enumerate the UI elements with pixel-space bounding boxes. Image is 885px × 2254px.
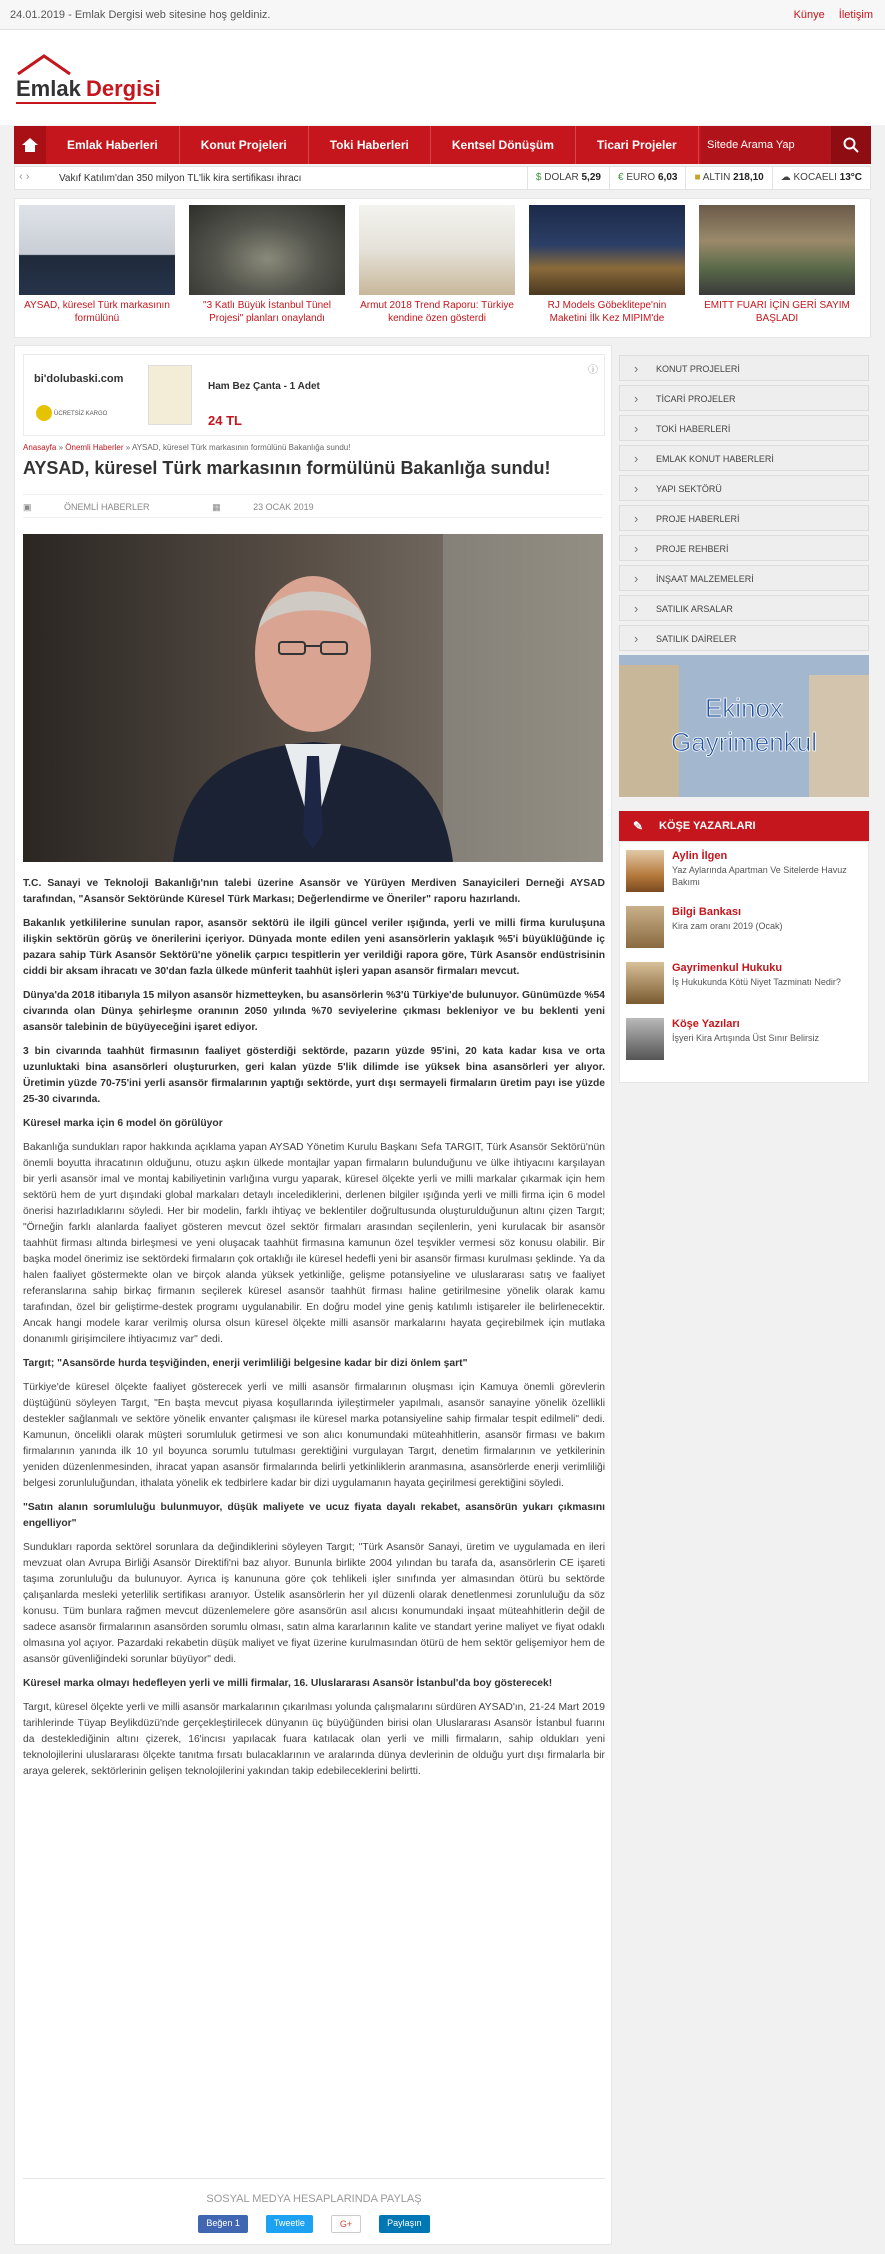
- paragraph: T.C. Sanayi ve Teknoloji Bakanlığı'nın talebi üzerine Asansör ve Yürüyen Merdiven Sanayicileri Derneği AYSAD tarafından, "Asansör Sektöründe Küresel Türk Markası; Değerlendirme ve Öneriler" raporu hazırlandı.: [23, 878, 605, 905]
- euro-icon: €: [617, 172, 624, 183]
- subheading: Küresel marka olmayı hedefleyen yerli ve milli firmalar, 16. Uluslararası Asansör İstanbul'da boy gösterecek!: [23, 1678, 553, 1689]
- info-icon[interactable]: ⓘ: [588, 365, 598, 376]
- breadcrumb-category[interactable]: Önemli Haberler: [65, 443, 124, 452]
- share-buttons: [23, 2215, 605, 2233]
- article-photo: [23, 534, 603, 862]
- sidebar-item-proje-rehberi[interactable]: › PROJE REHBERİ: [619, 535, 869, 561]
- top-links: [794, 9, 873, 21]
- article-body: [23, 876, 605, 1788]
- headline-cards: [14, 198, 871, 338]
- avatar[interactable]: [626, 962, 664, 1004]
- headline-card[interactable]: [699, 205, 855, 331]
- chevron-right-icon[interactable]: ›: [25, 171, 30, 183]
- linkedin-share-button[interactable]: Paylaşın: [379, 2215, 430, 2233]
- subheading: "Satın alanın sorumluluğu bulunmuyor, düşük maliyete ve ucuz fiyata dayalı rekabet, asansörün yukarı çıkmasını engelliyor": [23, 1502, 605, 1529]
- share-title: SOSYAL MEDYA HESAPLARINDA PAYLAŞ: [23, 2178, 605, 2205]
- article-container: [14, 345, 612, 2245]
- author-name[interactable]: Köşe Yazıları: [672, 1018, 740, 1030]
- logo-part2: Dergisi: [86, 76, 161, 101]
- iletisim-link[interactable]: İletişim: [838, 9, 873, 21]
- weather-kocaeli: ☁ KOCAELI 13°C: [772, 167, 870, 189]
- headline-card[interactable]: [529, 205, 685, 331]
- paragraph: 3 bin civarında taahhüt firmasının faaliyet gösterdiği sektörde, pazarın yüzde 95'ini, 20 kata kadar kısa ve orta uzunluktaki bina asansörleri oluştururken, geri kalan yüzde 5'lik dilimde ise yüksek bina asansörleri yer alıyor. Üretimin yüzde 70-75'ini yerli asansör firmalarının yaptığı sektörde, yurt dışı sermayeli firmaların üretim payı ise yüzde 25-30 civarında.: [23, 1046, 605, 1105]
- header: [0, 30, 885, 125]
- logo-part1: Emlak: [16, 76, 81, 101]
- bag-image[interactable]: [148, 365, 192, 425]
- google-plus-button[interactable]: G+: [331, 2215, 361, 2233]
- search-input[interactable]: Sitede Arama Yap: [701, 126, 831, 164]
- author-name[interactable]: Bilgi Bankası: [672, 906, 742, 918]
- nav-emlak-haberleri[interactable]: Emlak Haberleri: [46, 126, 180, 164]
- banner-line2: Gayrimenkul: [671, 727, 817, 757]
- breadcrumb-current: AYSAD, küresel Türk markasının formülünü Bakanlığa sundu!: [131, 443, 351, 452]
- currency-box: [527, 167, 870, 189]
- gold-icon: ■: [694, 172, 701, 183]
- ticker-news[interactable]: Vakıf Katılım'dan 350 milyon TL'lik kira sertifikası ihracı: [59, 173, 302, 184]
- main-nav: [14, 126, 871, 164]
- category-icon: ▣: [23, 502, 32, 512]
- avatar[interactable]: [626, 906, 664, 948]
- article-title: AYSAD, küresel Türk markasının formülünü Bakanlığa sundu!: [23, 458, 551, 478]
- sidebar-item-proje-haberleri[interactable]: › PROJE HABERLERİ: [619, 505, 869, 531]
- paragraph: Sundukları raporda sektörel sorunlara da değindiklerini söyleyen Targıt; "Türk Asansör Sanayi, üretim ve uygulamada en ileri mevzuat olan Avrupa Birliği Asansör Direktifi'ni baz alıyor. Bununla birlikte 2004 yılından bu tarafa da, asansörlerin CE işareti taşıma zorunluluğu da bulunuyor. Ayrıca iş kanununa göre çok tehlikeli işler sınıfında yer almasından ötürü bu sektörde çalışanlarda mesleki yeterlilik sertifikası aranıyor. Üstelik asansörlerin her yıl düzenli olarak denetlenmesi zorunluluğu da söz konusu. Tüm bunlara rağmen mevcut düzenlemelere göre asansörün asıl alıcısı konumundaki inşaat müteahhitlerin değil de sadece asansör firmalarının asansörden sorumlu olması, satın alma kararlarının kalite ve standart yerine maliyet ve fiyat odaklı olmasına yol açıyor. Pazardaki rekabetin düşük maliyet ve fiyat üzerine kurulmasından ötürü de hem sektör gelişemiyor hem de asansör güvenliğindeki sorunlar büyüyor" dedi.: [23, 1542, 605, 1665]
- headline-card[interactable]: [359, 205, 515, 331]
- facebook-like-button[interactable]: Beğen 1: [198, 2215, 248, 2233]
- top-bar: [0, 0, 885, 30]
- card-caption[interactable]: RJ Models Göbeklitepe'nin Maketini İlk Kez MIPIM'de: [547, 300, 667, 324]
- breadcrumb: Anasayfa » Önemli Haberler » AYSAD, küresel Türk markasının formülünü Bakanlığa sundu!: [23, 443, 351, 452]
- dollar-icon: $: [535, 172, 542, 183]
- sidebar-item-satilik-daireler[interactable]: › SATILIK DAİRELER: [619, 625, 869, 651]
- article-meta: [23, 494, 603, 518]
- card-caption[interactable]: EMITT FUARI İÇİN GERİ SAYIM BAŞLADI: [704, 300, 850, 324]
- card-caption[interactable]: Armut 2018 Trend Raporu: Türkiye kendine özen gösterdi: [360, 300, 514, 324]
- category-meta[interactable]: ▣ ÖNEMLİ HABERLER: [23, 502, 150, 512]
- card-image[interactable]: [359, 205, 515, 295]
- nav-konut-projeleri[interactable]: Konut Projeleri: [180, 126, 309, 164]
- nav-toki-haberleri[interactable]: Toki Haberleri: [309, 126, 431, 164]
- ad-product[interactable]: Ham Bez Çanta - 1 Adet: [208, 381, 320, 392]
- breadcrumb-home[interactable]: Anasayfa: [23, 443, 57, 452]
- date-meta: ▦ 23 OCAK 2019: [212, 502, 314, 512]
- ad-price: 24 TL: [208, 413, 242, 428]
- fx-altin: ■ ALTIN 218,10: [685, 167, 771, 189]
- authors-list: [619, 841, 869, 1083]
- ekinox-banner[interactable]: [619, 655, 869, 797]
- fx-euro: € EURO 6,03: [609, 167, 686, 189]
- fx-dolar: $ DOLAR 5,29: [527, 167, 609, 189]
- card-image[interactable]: [189, 205, 345, 295]
- avatar[interactable]: [626, 1018, 664, 1060]
- headline-card[interactable]: [189, 205, 345, 331]
- search-icon: [843, 137, 859, 153]
- card-image[interactable]: [19, 205, 175, 295]
- author-name[interactable]: Gayrimenkul Hukuku: [672, 962, 783, 974]
- author-item[interactable]: [626, 850, 862, 894]
- nav-kentsel-donusum[interactable]: Kentsel Dönüşüm: [431, 126, 576, 164]
- paragraph: Targıt, küresel ölçekte yerli ve milli asansör markalarının çıkarılması yolunda çalışmalarını sürdüren AYSAD'ın, 21-24 Mart 2019 tarihlerinde Tüyap Beylikdüzü'nde gerçekleştirilecek dünyanın üç büyüğünden birisi olan Uluslararası Asansör İstanbul fuarını da desteklediğinin altını çizerek, 16'incısı yapılacak fuara katılacak olan yerli ve milli firmaların, sahip oldukları yeni teknolojilerini uluslararası ölçekte tanıtma fırsatı bulacaklarının ve aralarında dünya devlerinin de olduğu yurt dışı firmalarla bir araya gelerek, sektörlerinin gelişen teknolojilerini yakından takip edebileceklerini belirtti.: [23, 1702, 605, 1777]
- calendar-icon: ▦: [212, 502, 221, 512]
- paragraph: Bakanlık yetkililerine sunulan rapor, asansör sektörü ile ilgili güncel veriler ışığında, yerli ve milli firma kuruluşuna ilişkin sektörün görüş ve önerilerini içeriyor. Dünyada monte edilen yeni asansörlerin yaklaşık %5'i büyüklüğünde iç pazara sahip Türk Asansör Sektörü'ne yönelik çarpıcı tespitlerin yer verildiği rapora göre, Türk Asansör endüstrisinin ciddi bir aksam ihracatı ve 30'dan fazla ülkede münferit taahhüt işleri yapan asansör firmaları mevcut.: [23, 918, 605, 977]
- author-name[interactable]: Aylin İlgen: [672, 850, 728, 862]
- sidebar-item-emlak-konut[interactable]: › EMLAK KONUT HABERLERİ: [619, 445, 869, 471]
- author-item[interactable]: [626, 1018, 862, 1062]
- news-ticker: [14, 166, 871, 190]
- paragraph: Türkiye'de küresel ölçekte faaliyet gösterecek yerli ve milli asansör firmalarının oluşması için Kamuya önemli görevlerin düştüğünü söyleyen Targıt, "En başta mevcut piyasa koşullarında iyileştirmeler yapılmalı, asansör sanayine yönelik özellikli destekler sağlanmalı ve sektöre yönelik envanter çalışması ile küresel marka potansiyeline sahip firmalar tespit edilmeli" dedi. Kamunun, öncelikli olarak müşteri sorumluluk getirmesi ve son alıcı konumundaki müteahhitlerin, asansör firması ve bakım firmalarının yanında ilk 10 yıl boyunca sorumlu tutulması gerektiğini vurgulayan Targıt, denetim firmalarının ve yetkilerinin yeniden düzenlenmesinden, ihracat yapan asansör firmalarında belirli yetkinliklerin aranmasına, asansörlerde enerji verimliliği belgesi zorunluluğundan, ithalata yönelik ek tedbirlere kadar bir dizi uygulamanın hayata geçirilmesi gerektiğini söyledi.: [23, 1382, 605, 1489]
- ad-brand: bi'dolubaski.com: [34, 373, 124, 385]
- paragraph: Bakanlığa sundukları rapor hakkında açıklama yapan AYSAD Yönetim Kurulu Başkanı Sefa TARGIT, Türk Asansör Sektörü'nün önemli boyutta ihracatının olduğunu, otuzu aşkın ülkede montajlar yapan firmaların bulunduğunu ve ülke ihtiyacını karşılayan bir yerli asansör imal ve montaj kabiliyetinin varlığına vurgu yaparak, küresel ölçekte yerli ve milli markalar çıkarmak için hem sektörü hem de yurt dışındaki global markaları detaylı incelediklerini, derlenen bilgiler ışığında yerli ve milli firma için 6 model önerisi hazırladıklarını söyledi. Her bir modelin, farklı ihtiyaç ve beklentiler doğrultusunda oluşturulduğunun altını çizen Targıt; "Örneğin farklı alanlarda faaliyet gösteren mevcut özel sektör firmaları arasından seçilenlerin, yeni kurulacak bir asansör taahhüt firması altında birleşmesi ve yeni oluşacak taahhüt firmasına kamunun özel teşvikler vermesi söz konusu olabilir. Bir başka model önerimiz ise sektördeki firmaların çok ortaklığı ile küresel hedefli yeni bir asansör firması kurulması şeklinde. Ya da halen faaliyet göstermekte olan ve birçok alanda yüksek yetkinliğe, gelişme potansiyeline ve uluslararası satış ve faaliyet referanslarına sahip birkaç firmanın seçilerek küresel asansör taahhüt firması haline getirilmesine yönelik olarak kamu tarafından, özel bir geliştirme-destek programı uygulanabilir. En doğru model yine geniş katılımlı istişareler ile belirlenecektir. Ancak hangi modele karar verilmiş olursa olsun küresel ölçekte milli asansör markalarını hayata geçirebilmek için mutlaka donanımlı girişimcilere ihtiyacımız var" dedi.: [23, 1142, 605, 1345]
- nav-ticari-projeler[interactable]: Ticari Projeler: [576, 126, 699, 164]
- welcome-text: 24.01.2019 - Emlak Dergisi web sitesine hoş geldiniz.: [10, 9, 271, 21]
- sidebar: [619, 355, 869, 1083]
- home-button[interactable]: [14, 126, 46, 164]
- author-desc[interactable]: İşyeri Kira Artışında Üst Sınır Belirsiz: [672, 1033, 820, 1043]
- subheading: Targıt; "Asansörde hurda teşviğinden, enerji verimliliği belgesine kadar bir dizi önlem şart": [23, 1358, 468, 1369]
- card-image[interactable]: [529, 205, 685, 295]
- card-image[interactable]: [699, 205, 855, 295]
- search-button[interactable]: [831, 126, 871, 164]
- author-desc[interactable]: İş Hukukunda Kötü Niyet Tazminatı Nedir?: [672, 977, 841, 987]
- sidebar-item-ticari-projeler[interactable]: › TİCARİ PROJELER: [619, 385, 869, 411]
- avatar[interactable]: [626, 850, 664, 892]
- ad-banner[interactable]: [23, 354, 605, 436]
- tweet-button[interactable]: Tweetle: [266, 2215, 313, 2233]
- author-desc[interactable]: Yaz Aylarında Apartman Ve Sitelerde Havuz Bakımı: [672, 865, 847, 887]
- card-caption[interactable]: "3 Katlı Büyük İstanbul Tünel Projesi" planları onaylandı: [203, 300, 331, 324]
- card-caption[interactable]: AYSAD, küresel Türk markasının formülünü: [24, 300, 170, 324]
- ad-free-shipping: ÜCRETSİZ KARGO: [54, 411, 108, 417]
- sidebar-item-yapi-sektoru[interactable]: › YAPI SEKTÖRÜ: [619, 475, 869, 501]
- chevron-left-icon[interactable]: ‹: [19, 171, 23, 183]
- author-item[interactable]: [626, 906, 862, 950]
- author-item[interactable]: [626, 962, 862, 1006]
- sidebar-item-insaat-malzemeleri[interactable]: › İNŞAAT MALZEMELERİ: [619, 565, 869, 591]
- share-section: [23, 2178, 605, 2233]
- kunye-link[interactable]: Künye: [793, 9, 825, 21]
- ticker-arrows[interactable]: [19, 171, 29, 183]
- cargo-icon: [36, 405, 52, 421]
- banner-line1: Ekinox: [704, 693, 784, 723]
- site-logo[interactable]: [14, 52, 164, 112]
- sidebar-item-toki-haberleri[interactable]: › TOKİ HABERLERİ: [619, 415, 869, 441]
- sidebar-item-konut-projeleri[interactable]: › KONUT PROJELERİ: [619, 355, 869, 381]
- authors-header: ✎ KÖŞE YAZARLARI: [619, 811, 869, 841]
- paragraph: Dünya'da 2018 itibarıyla 15 milyon asansör hizmetteyken, bu asansörlerin %3'ü Türkiye'de bulunuyor. Günümüzde %54 civarında olan Dünya şehirleşme oranının 2050 yılında %70 seviyelerine çıkması bekleniyor ve bu beklenti yeni asansör talebinin de büyüyeceğini işaret ediyor.: [23, 990, 605, 1033]
- sidebar-item-satilik-arsalar[interactable]: › SATILIK ARSALAR: [619, 595, 869, 621]
- subheading: Küresel marka için 6 model ön görülüyor: [23, 1118, 223, 1129]
- home-icon: [22, 138, 38, 152]
- author-desc[interactable]: Kira zam oranı 2019 (Ocak): [672, 921, 783, 931]
- cloud-icon: ☁: [780, 172, 791, 183]
- headline-card[interactable]: [19, 205, 175, 331]
